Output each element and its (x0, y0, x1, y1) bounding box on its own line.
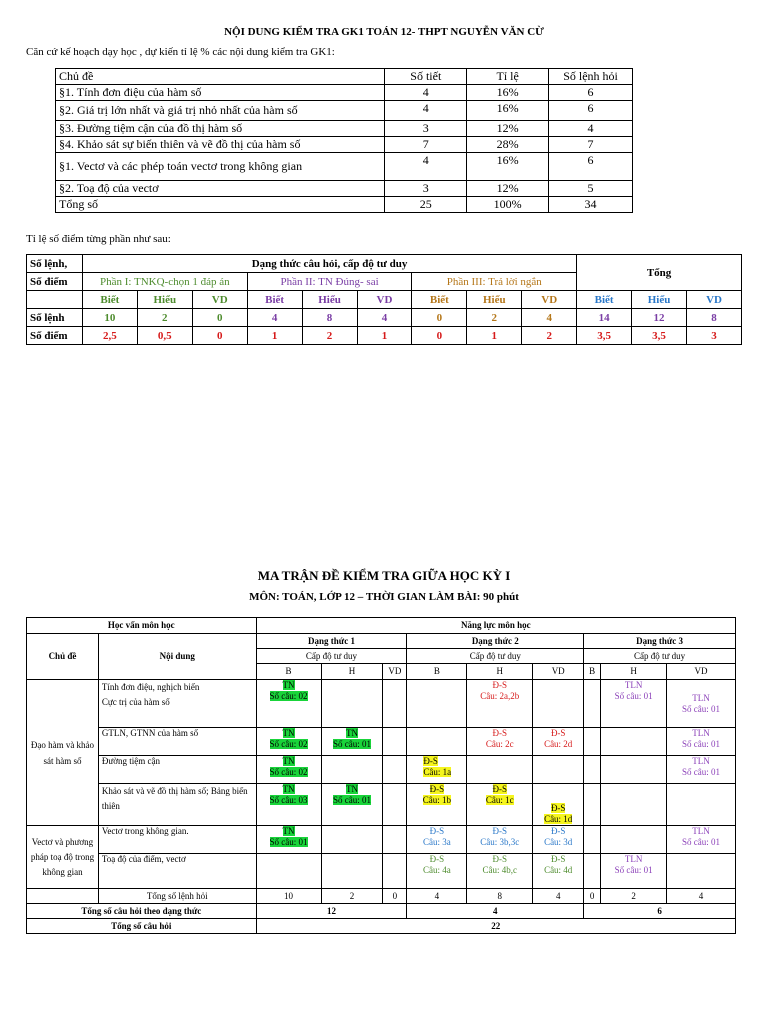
score-cell: 3,5 (632, 327, 687, 345)
matrix-level-1: Cấp độ tư duy (256, 649, 407, 664)
content-vector-space: Vectơ trong không gian. (98, 826, 256, 854)
cell-f1-b (256, 728, 321, 756)
cell-f2-h (467, 756, 533, 784)
cell-f3-b (584, 728, 601, 756)
topic-derivative: Đạo hàm và khảo sát hàm số (27, 680, 99, 826)
level-hieu: Hiểu (632, 291, 687, 309)
level-vd: VD (383, 664, 407, 680)
total-cell: 4 (407, 889, 467, 904)
question-ref: Câu: 3b,3c (480, 837, 520, 847)
cell-f3-vd (667, 854, 736, 889)
content-table (55, 68, 633, 213)
cell-topic: §4. Khảo sát sự biến thiên và vẽ đồ thị của hàm số (56, 137, 385, 153)
content-graph-sketch: Khảo sát và vẽ đồ thị hàm số; Bảng biến thiên (98, 784, 256, 826)
matrix-subtitle: MÔN: TOÁN, LỚP 12 – THỜI GIAN LÀM BÀI: 90 phút (249, 591, 519, 603)
content-line: Tính đơn điệu, nghịch biến (101, 682, 200, 692)
tn-tag: TN (282, 756, 295, 766)
cell-f1-h (321, 854, 383, 889)
cell-f3-vd (667, 680, 736, 728)
question-ref: Câu: 1d (544, 814, 573, 824)
content-asymptote: Đường tiệm cận (98, 756, 256, 784)
total-cell: 2 (321, 889, 383, 904)
cell-f2-vd (533, 728, 584, 756)
level-biet: Biết (82, 291, 137, 309)
cell-f3-h (601, 826, 667, 854)
cell-commands: 6 (549, 153, 633, 181)
total-cell: 4 (533, 889, 584, 904)
level-b: B (584, 664, 601, 680)
question-count: Số câu: 01 (682, 767, 721, 777)
level-biet: Biết (577, 291, 632, 309)
tln-tag: TLN (624, 680, 643, 690)
cell-f2-vd (533, 784, 584, 826)
tln-tag: TLN (692, 826, 710, 836)
cell-f2-h (467, 854, 533, 889)
total-cell: 8 (467, 889, 533, 904)
cell-f1-h (321, 784, 383, 826)
content-extrema: GTLN, GTNN của hàm số (98, 728, 256, 756)
score-cell: 2 (302, 327, 357, 345)
level-vd: VD (192, 291, 247, 309)
cell-periods: 4 (385, 101, 467, 121)
ds-tag: Đ-S (550, 854, 566, 864)
tn-tag: TN (345, 728, 358, 738)
level-hieu: Hiểu (302, 291, 357, 309)
ds-tag: Đ-S (492, 680, 508, 690)
cell-f1-h (321, 728, 383, 756)
table-row (56, 85, 633, 101)
question-ref: Câu: 2a,2b (480, 691, 520, 701)
matrix-level-3: Cấp độ tư duy (584, 649, 736, 664)
empty-cell (27, 889, 99, 904)
cell-f1-vd (383, 680, 407, 728)
score-cell: 2 (467, 309, 522, 327)
score-total-header: Tổng (577, 255, 742, 291)
score-cell: 0 (192, 309, 247, 327)
cell-f2-b (407, 680, 467, 728)
ds-tag: Đ-S (429, 826, 445, 836)
cell-f3-b (584, 826, 601, 854)
ds-tag: Đ-S (550, 803, 566, 813)
level-vd: VD (357, 291, 412, 309)
ds-tag: Đ-S (429, 854, 445, 864)
matrix-form-3: Dạng thức 3 (584, 634, 736, 649)
ds-tag: Đ-S (492, 728, 508, 738)
cell-f2-b (407, 826, 467, 854)
cell-commands: 5 (549, 181, 633, 197)
question-ref: Câu: 3a (422, 837, 451, 847)
total-cell: 10 (256, 889, 321, 904)
score-cell: 4 (357, 309, 412, 327)
table-row (56, 121, 633, 137)
score-cell: 8 (302, 309, 357, 327)
tln-tag: TLN (692, 756, 710, 766)
cell-f2-vd (533, 854, 584, 889)
total-commands-label: Tổng số lệnh hỏi (98, 889, 256, 904)
total-questions-label: Tổng số câu hỏi (27, 919, 257, 934)
matrix-level-2: Cấp độ tư duy (407, 649, 584, 664)
question-count: Số câu: 01 (682, 739, 721, 749)
cell-f1-vd (383, 784, 407, 826)
table-row (56, 101, 633, 121)
cell-ratio: 12% (467, 121, 549, 137)
question-count: Số câu: 03 (269, 795, 308, 805)
question-ref: Câu: 1a (423, 767, 452, 777)
score-corner-1: Số lệnh, (27, 255, 83, 273)
level-biet: Biết (247, 291, 302, 309)
cell-f3-vd (667, 756, 736, 784)
score-cell: 4 (247, 309, 302, 327)
score-cell: 8 (687, 309, 742, 327)
cell-f2-vd (533, 756, 584, 784)
table-header-row (56, 69, 633, 85)
score-cell: 1 (247, 327, 302, 345)
cell-f1-b (256, 826, 321, 854)
score-cell: 3,5 (577, 327, 632, 345)
question-count: Số câu: 01 (332, 795, 371, 805)
ds-tag: Đ-S (492, 826, 508, 836)
score-cell: 2 (522, 327, 577, 345)
question-ref: Câu: 2c (485, 739, 514, 749)
cell-f1-b (256, 756, 321, 784)
total-cell: 2 (601, 889, 667, 904)
cell-f2-vd (533, 680, 584, 728)
cell-total-label: Tổng số (56, 197, 385, 213)
cell-periods: 4 (385, 153, 467, 181)
question-count: Số câu: 02 (269, 739, 308, 749)
ds-tag: Đ-S (550, 826, 566, 836)
total-form-label: Tổng số câu hỏi theo dạng thức (27, 904, 257, 919)
cell-ratio: 100% (467, 197, 549, 213)
row-label-points: Số điểm (27, 327, 83, 345)
cell-f2-h (467, 784, 533, 826)
matrix-form-2: Dạng thức 2 (407, 634, 584, 649)
cell-periods: 7 (385, 137, 467, 153)
cell-topic: §1. Tính đơn điệu của hàm số (56, 85, 385, 101)
score-cell: 14 (577, 309, 632, 327)
matrix-h-content: Học vấn môn học (27, 618, 257, 634)
intro-text: Căn cứ kế hoạch dạy học , dự kiến tỉ lệ % các nội dung kiểm tra GK1: (26, 46, 335, 58)
cell-f3-h (601, 728, 667, 756)
cell-f3-h (601, 680, 667, 728)
header-ratio: Tỉ lệ (467, 69, 549, 85)
tn-tag: TN (345, 784, 358, 794)
cell-f3-h (601, 756, 667, 784)
level-vd: VD (687, 291, 742, 309)
cell-f3-b (584, 854, 601, 889)
score-part1-header: Phần I: TNKQ-chọn 1 đáp án (82, 273, 247, 291)
score-group-header: Dạng thức câu hỏi, cấp độ tư duy (82, 255, 576, 273)
question-ref: Câu: 4a (422, 865, 451, 875)
cell-f2-vd (533, 826, 584, 854)
level-b: B (407, 664, 467, 680)
question-ref: Câu: 2d (544, 739, 573, 749)
cell-f3-b (584, 680, 601, 728)
cell-f1-b (256, 784, 321, 826)
score-part2-header: Phần II: TN Đúng- sai (247, 273, 412, 291)
header-topic: Chủ đề (56, 69, 385, 85)
level-biet: Biết (412, 291, 467, 309)
cell-f2-h (467, 728, 533, 756)
ds-tag: Đ-S (492, 854, 508, 864)
level-b: B (256, 664, 321, 680)
level-vd: VD (522, 291, 577, 309)
total-questions: 22 (256, 919, 735, 934)
matrix-form-1: Dạng thức 1 (256, 634, 407, 649)
matrix-h-detail: Nội dung (98, 634, 256, 680)
cell-topic: §1. Vectơ và các phép toán vectơ trong không gian (56, 153, 385, 181)
cell-topic: §2. Toạ độ của vectơ (56, 181, 385, 197)
cell-f1-b (256, 680, 321, 728)
cell-f3-b (584, 784, 601, 826)
question-ref: Câu: 1b (422, 795, 451, 805)
table-row (56, 137, 633, 153)
header-periods: Số tiết (385, 69, 467, 85)
score-cell: 10 (82, 309, 137, 327)
tn-tag: TN (282, 784, 295, 794)
cell-commands: 7 (549, 137, 633, 153)
question-count: Số câu: 02 (269, 691, 308, 701)
cell-commands: 34 (549, 197, 633, 213)
cell-f2-b (407, 784, 467, 826)
cell-f1-vd (383, 826, 407, 854)
row-label-commands: Số lệnh (27, 309, 83, 327)
ds-tag: Đ-S (429, 784, 445, 794)
cell-f1-vd (383, 756, 407, 784)
ds-tag: Đ-S (492, 784, 508, 794)
content-monotonic (98, 680, 256, 728)
score-table (26, 254, 742, 345)
level-hieu: Hiểu (467, 291, 522, 309)
cell-f3-b (584, 756, 601, 784)
cell-ratio: 16% (467, 101, 549, 121)
cell-f3-h (601, 784, 667, 826)
score-cell: 0 (412, 327, 467, 345)
score-cell: 1 (357, 327, 412, 345)
header-commands: Số lệnh hỏi (549, 69, 633, 85)
level-h: H (601, 664, 667, 680)
question-count: Số câu: 01 (614, 865, 653, 875)
total-form-2: 4 (407, 904, 584, 919)
total-form-1: 12 (256, 904, 407, 919)
cell-f1-b (256, 854, 321, 889)
score-cell: 3 (687, 327, 742, 345)
table-total-row (56, 197, 633, 213)
cell-f3-vd (667, 728, 736, 756)
score-corner-2: Số điểm (27, 273, 83, 291)
question-ref: Câu: 4b,c (482, 865, 518, 875)
score-cell: 2 (137, 309, 192, 327)
cell-periods: 3 (385, 181, 467, 197)
cell-ratio: 16% (467, 153, 549, 181)
cell-f3-vd (667, 784, 736, 826)
score-part3-header: Phần III: Trả lời ngắn (412, 273, 577, 291)
cell-commands: 6 (549, 85, 633, 101)
cell-topic: §2. Giá trị lớn nhất và giá trị nhỏ nhất của hàm số (56, 101, 385, 121)
cell-ratio: 28% (467, 137, 549, 153)
score-empty-cell (27, 291, 83, 309)
question-count: Số câu: 01 (269, 837, 308, 847)
question-count: Số câu: 01 (332, 739, 371, 749)
matrix-title: MA TRẬN ĐỀ KIỂM TRA GIỮA HỌC KỲ I (257, 568, 511, 583)
matrix-h-topic: Chủ đề (27, 634, 99, 680)
question-count: Số câu: 02 (269, 767, 308, 777)
cell-periods: 25 (385, 197, 467, 213)
cell-f3-h (601, 854, 667, 889)
matrix-table (26, 617, 736, 934)
level-hieu: Hiểu (137, 291, 192, 309)
ds-tag: Đ-S (423, 756, 438, 766)
cell-commands: 4 (549, 121, 633, 137)
question-count: Số câu: 01 (682, 837, 721, 847)
cell-f1-h (321, 826, 383, 854)
cell-f2-b (407, 728, 467, 756)
ds-tag: Đ-S (550, 728, 566, 738)
score-cell: 0,5 (137, 327, 192, 345)
level-vd: VD (533, 664, 584, 680)
score-cell: 12 (632, 309, 687, 327)
level-h: H (321, 664, 383, 680)
tn-tag: TN (282, 680, 295, 690)
matrix-h-competence: Năng lực môn học (256, 618, 735, 634)
cell-f1-h (321, 756, 383, 784)
tn-tag: TN (282, 826, 295, 836)
total-cell: 4 (667, 889, 736, 904)
score-cell: 1 (467, 327, 522, 345)
cell-f1-h (321, 680, 383, 728)
content-line: Cực trị của hàm số (101, 697, 170, 707)
question-count: Số câu: 01 (614, 691, 653, 701)
score-cell: 0 (192, 327, 247, 345)
ratio-intro-text: Tỉ lệ số điểm từng phần như sau: (26, 233, 171, 245)
tln-tag: TLN (692, 728, 710, 738)
cell-periods: 3 (385, 121, 467, 137)
cell-topic: §3. Đường tiệm cận của đồ thị hàm số (56, 121, 385, 137)
cell-ratio: 16% (467, 85, 549, 101)
cell-ratio: 12% (467, 181, 549, 197)
content-coordinates: Toạ độ của điểm, vectơ (98, 854, 256, 889)
level-vd: VD (667, 664, 736, 680)
cell-f2-b (407, 854, 467, 889)
topic-vector: Vectơ và phương pháp toạ độ trong không gian (27, 826, 99, 889)
document-title: NỘI DUNG KIỂM TRA GK1 TOÁN 12- THPT NGUYỄN VĂN CỪ (224, 26, 544, 38)
cell-f3-vd (667, 826, 736, 854)
level-h: H (467, 664, 533, 680)
tln-tag: TLN (624, 854, 643, 864)
question-ref: Câu: 3d (544, 837, 573, 847)
score-cell: 4 (522, 309, 577, 327)
table-row (56, 153, 633, 181)
cell-f1-vd (383, 728, 407, 756)
cell-f2-b (407, 756, 467, 784)
total-form-3: 6 (584, 904, 736, 919)
cell-f1-vd (383, 854, 407, 889)
cell-f2-h (467, 826, 533, 854)
cell-f2-h (467, 680, 533, 728)
question-count: Số câu: 01 (682, 703, 721, 714)
tn-tag: TN (282, 728, 295, 738)
cell-commands: 6 (549, 101, 633, 121)
total-cell: 0 (383, 889, 407, 904)
score-cell: 2,5 (82, 327, 137, 345)
question-ref: Câu: 4d (544, 865, 573, 875)
total-cell: 0 (584, 889, 601, 904)
tln-tag: TLN (692, 692, 710, 703)
score-cell: 0 (412, 309, 467, 327)
table-row (56, 181, 633, 197)
cell-periods: 4 (385, 85, 467, 101)
question-ref: Câu: 1c (485, 795, 514, 805)
